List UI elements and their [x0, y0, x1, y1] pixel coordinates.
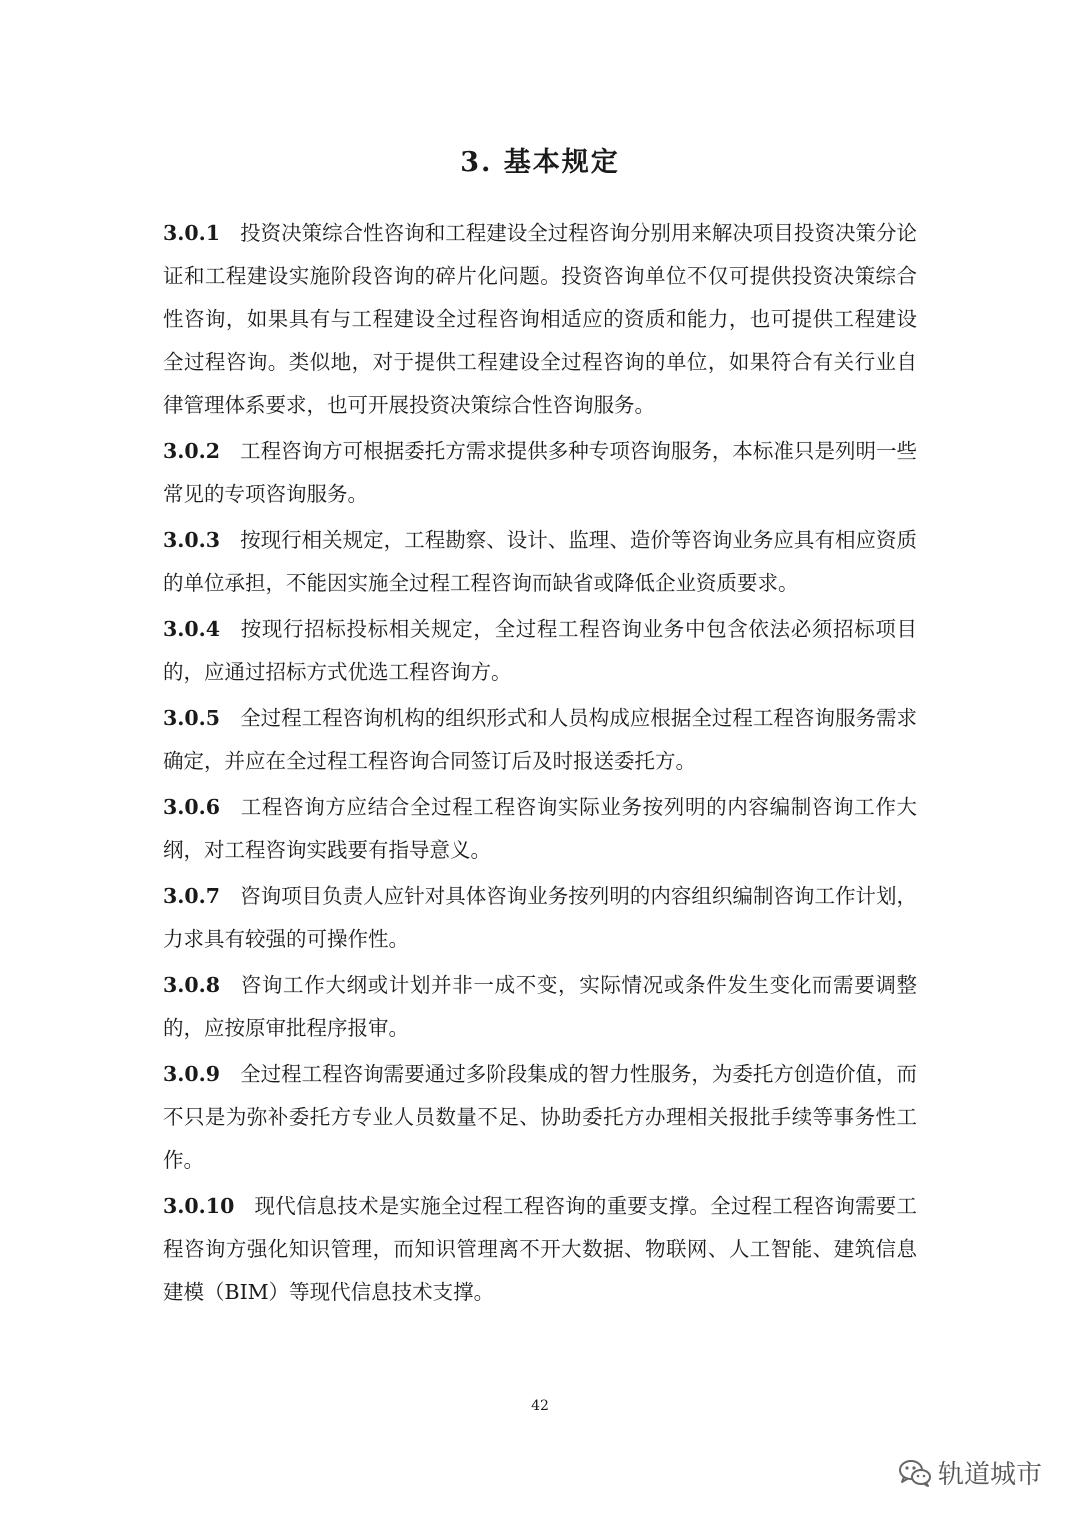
clause-number: 3.0.8	[163, 973, 221, 997]
watermark-text: 轨道城市	[937, 1460, 1042, 1490]
clause-3-0-5	[163, 697, 917, 783]
clause-text: 咨询项目负责人应针对具体咨询业务按列明的内容组织编制咨询工作计划，力求具有较强的可操作性。	[163, 884, 917, 951]
clause-text: 咨询工作大纲或计划并非一成不变，实际情况或条件发生变化而需要调整的，应按原审批程序报审。	[163, 973, 917, 1040]
clause-number: 3.0.10	[163, 1194, 235, 1218]
clause-3-0-8	[163, 964, 917, 1050]
wechat-icon	[898, 1458, 932, 1488]
clause-text: 按现行相关规定，工程勘察、设计、监理、造价等咨询业务应具有相应资质的单位承担，不能因实施全过程工程咨询而缺省或降低企业资质要求。	[163, 528, 917, 595]
clause-3-0-4	[163, 608, 917, 694]
clause-text: 投资决策综合性咨询和工程建设全过程咨询分别用来解决项目投资决策分论证和工程建设实施阶段咨询的碎片化问题。投资咨询单位不仅可提供投资决策综合性咨询，如果具有与工程建设全过程咨询相适应的资质和能力，也可提供工程建设全过程咨询。类似地，对于提供工程建设全过程咨询的单位，如果符合有关行业自律管理体系要求，也可开展投资决策综合性咨询服务。	[163, 221, 917, 417]
clause-list	[163, 212, 917, 1317]
clause-text: 全过程工程咨询需要通过多阶段集成的智力性服务，为委托方创造价值，而不只是为弥补委托方专业人员数量不足、协助委托方办理相关报批手续等事务性工作。	[163, 1062, 917, 1172]
clause-3-0-10	[163, 1185, 917, 1314]
clause-number: 3.0.1	[163, 221, 221, 245]
page-number: 42	[531, 1398, 549, 1414]
clause-number: 3.0.5	[163, 706, 221, 730]
clause-3-0-9	[163, 1053, 917, 1182]
clause-number: 3.0.3	[163, 528, 221, 552]
clause-text: 全过程工程咨询机构的组织形式和人员构成应根据全过程工程咨询服务需求确定，并应在全过程工程咨询合同签订后及时报送委托方。	[163, 706, 917, 773]
clause-number: 3.0.9	[163, 1062, 221, 1086]
clause-3-0-2	[163, 430, 917, 516]
watermark	[898, 1454, 1042, 1491]
clause-3-0-3	[163, 519, 917, 605]
clause-text: 现代信息技术是实施全过程工程咨询的重要支撑。全过程工程咨询需要工程咨询方强化知识管理，而知识管理离不开大数据、物联网、人工智能、建筑信息建模（BIM）等现代信息技术支撑。	[163, 1194, 917, 1304]
clause-text: 按现行招标投标相关规定，全过程工程咨询业务中包含依法必须招标项目的，应通过招标方式优选工程咨询方。	[163, 617, 917, 684]
clause-3-0-1	[163, 212, 917, 427]
clause-3-0-7	[163, 875, 917, 961]
section-title: 3. 基本规定	[460, 147, 620, 178]
clause-text: 工程咨询方可根据委托方需求提供多种专项咨询服务，本标准只是列明一些常见的专项咨询服务。	[163, 439, 917, 506]
clause-number: 3.0.6	[163, 795, 221, 819]
clause-number: 3.0.2	[163, 439, 221, 463]
clause-3-0-6	[163, 786, 917, 872]
clause-number: 3.0.7	[163, 884, 221, 908]
clause-number: 3.0.4	[163, 617, 221, 641]
clause-text: 工程咨询方应结合全过程工程咨询实际业务按列明的内容编制咨询工作大纲，对工程咨询实践要有指导意义。	[163, 795, 917, 862]
